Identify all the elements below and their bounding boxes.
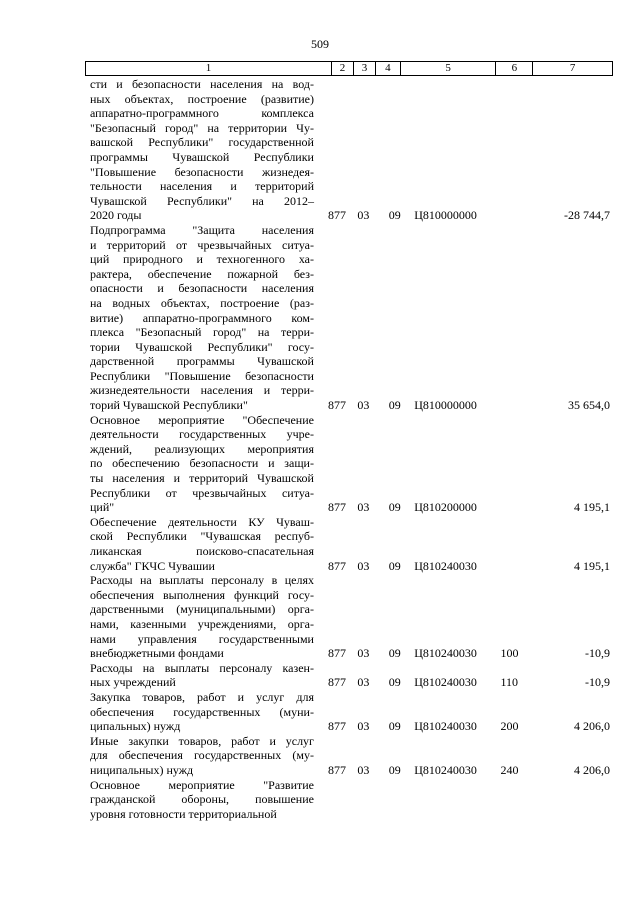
description-line: нами, казенными учреждениями, орга- — [90, 616, 314, 631]
row-description — [90, 734, 314, 778]
code-subsection: 09 — [388, 719, 401, 734]
code-expense-type: 240 — [500, 762, 519, 777]
header-col-7: 7 — [569, 62, 576, 74]
code-section: 03 — [357, 500, 370, 515]
description-line: ской Республики "Чувашская респуб- — [90, 529, 314, 544]
table-row — [90, 661, 610, 690]
amount: -10,9 — [584, 675, 610, 690]
row-description — [90, 661, 314, 690]
description-line: вашской Республики" государственной — [90, 135, 314, 150]
table-row — [90, 223, 610, 413]
row-description — [90, 690, 314, 734]
table-row — [90, 77, 610, 223]
code-section: 03 — [357, 646, 370, 661]
code-admin: 877 — [327, 675, 346, 690]
description-line: Обеспечение деятельности КУ Чуваш- — [90, 514, 314, 529]
description-line: жизнедеятельности населения и терри- — [90, 383, 314, 398]
table-row — [90, 690, 610, 734]
description-line: ликанская поисково-спасательная — [90, 544, 314, 558]
header-col-3: 3 — [354, 62, 376, 75]
code-target: Ц810240030 — [414, 762, 477, 777]
description-line: ниципальных) нужд — [90, 762, 194, 777]
table-body — [90, 77, 610, 821]
page-number: 509 — [311, 37, 329, 51]
description-line: аппаратно-программного комплекса — [90, 106, 314, 121]
row-description — [90, 778, 314, 822]
code-subsection: 09 — [388, 208, 401, 223]
header-col-6: 6 — [496, 62, 533, 75]
description-line: плекса "Безопасный город" на терри- — [90, 325, 314, 340]
description-line: и территорий от чрезвычайных ситуа- — [90, 237, 314, 252]
description-line: служба" ГКЧС Чувашии — [90, 558, 215, 573]
description-line: Расходы на выплаты персоналу в целях — [90, 573, 314, 588]
code-subsection: 09 — [388, 558, 401, 573]
code-admin: 877 — [327, 208, 346, 223]
code-section: 03 — [357, 398, 370, 413]
description-line: Чувашской Республики" на 2012– — [90, 193, 314, 208]
description-line: 2020 годы — [90, 208, 142, 223]
code-section: 03 — [357, 675, 370, 690]
table-row — [90, 778, 610, 822]
code-section: 03 — [357, 558, 370, 573]
description-line: "Безопасный город" на территории Чу- — [90, 120, 314, 135]
description-line: ных учреждений — [90, 675, 176, 690]
row-description — [90, 77, 314, 223]
description-line: для обеспечения государственных (му- — [90, 748, 314, 763]
description-line: Расходы на выплаты персоналу казен- — [90, 660, 314, 675]
amount: -10,9 — [584, 646, 610, 661]
description-line: рактера, обеспечение пожарной без- — [90, 266, 314, 281]
code-target: Ц810240030 — [414, 558, 477, 573]
description-line: ждений, реализующих мероприятия — [90, 441, 314, 456]
description-line: по обеспечению безопасности и защи- — [90, 456, 314, 471]
description-line: Основное мероприятие "Развитие — [90, 777, 314, 792]
code-section: 03 — [357, 762, 370, 777]
description-line: обеспечения выполнения функций госу- — [90, 587, 314, 602]
description-line: тельности населения и территорий — [90, 179, 314, 194]
code-section: 03 — [357, 719, 370, 734]
table-row — [90, 413, 610, 515]
description-line: гражданской обороны, повышение — [90, 792, 314, 807]
code-expense-type: 110 — [500, 675, 518, 690]
row-description — [90, 573, 314, 661]
header-col-1: 1 — [86, 62, 332, 75]
description-line: деятельности государственных учре- — [90, 427, 314, 442]
row-description — [90, 223, 314, 413]
description-line: ных объектах, построение (развитие) — [90, 91, 314, 106]
code-subsection: 09 — [388, 646, 401, 661]
description-line: витие) аппаратно-программного ком- — [90, 310, 314, 325]
description-line: на водных объектах, построение (раз- — [90, 295, 314, 310]
table-row — [90, 573, 610, 661]
code-admin: 877 — [327, 646, 346, 661]
description-line: дарственными (муниципальными) орга- — [90, 602, 314, 617]
amount: 4 195,1 — [573, 500, 610, 515]
table-row — [90, 515, 610, 573]
description-line: ций" — [90, 500, 115, 515]
description-line: "Повышение безопасности жизнедея- — [90, 164, 314, 179]
description-line: ций природного и техногенного ха- — [90, 252, 314, 267]
description-line: внебюджетными фондами — [90, 646, 224, 661]
description-line: тории Чувашской Республики" госу- — [90, 339, 314, 354]
description-line: торий Чувашской Республики" — [90, 398, 248, 413]
header-col-4: 4 — [376, 62, 401, 75]
row-description — [90, 515, 314, 573]
code-subsection: 09 — [388, 762, 401, 777]
description-line: Подпрограмма "Защита населения — [90, 222, 314, 237]
description-line: ципальных) нужд — [90, 719, 181, 734]
amount: 4 206,0 — [573, 762, 610, 777]
code-target: Ц810000000 — [414, 398, 477, 413]
description-line: ты населения и территорий Чувашской — [90, 471, 314, 486]
code-section: 03 — [357, 208, 370, 223]
code-admin: 877 — [327, 762, 346, 777]
description-line: обеспечения государственных (муни- — [90, 704, 314, 719]
code-target: Ц810240030 — [414, 675, 477, 690]
code-admin: 877 — [327, 500, 346, 515]
code-expense-type: 200 — [500, 719, 519, 734]
description-line: Республики "Повышение безопасности — [90, 368, 314, 383]
table-row — [90, 734, 610, 778]
code-subsection: 09 — [388, 398, 401, 413]
description-line: сти и безопасности населения на вод- — [90, 77, 314, 91]
description-line: дарственной программы Чувашской — [90, 354, 314, 369]
code-subsection: 09 — [388, 500, 401, 515]
code-target: Ц810240030 — [414, 719, 477, 734]
description-line: Основное мероприятие "Обеспечение — [90, 412, 314, 427]
header-col-5: 5 — [401, 62, 497, 75]
code-target: Ц810240030 — [414, 646, 477, 661]
description-line: нами управления государственными — [90, 631, 314, 646]
code-subsection: 09 — [388, 675, 401, 690]
row-description — [90, 413, 314, 515]
header-col-2: 2 — [332, 62, 354, 75]
table-header — [85, 61, 613, 76]
amount: -28 744,7 — [563, 208, 610, 223]
description-line: Республики от чрезвычайных ситуа- — [90, 485, 314, 500]
code-expense-type: 100 — [500, 646, 519, 661]
description-line: опасности и безопасности населения — [90, 281, 314, 296]
description-line: уровня готовности территориальной — [90, 806, 277, 821]
amount: 4 195,1 — [573, 558, 610, 573]
amount: 35 654,0 — [567, 398, 610, 413]
code-admin: 877 — [327, 719, 346, 734]
description-line: Иные закупки товаров, работ и услуг — [90, 733, 314, 748]
code-target: Ц810000000 — [414, 208, 477, 223]
code-admin: 877 — [327, 558, 346, 573]
description-line: программы Чувашской Республики — [90, 149, 314, 164]
description-line: Закупка товаров, работ и услуг для — [90, 689, 314, 704]
code-admin: 877 — [327, 398, 346, 413]
code-target: Ц810200000 — [414, 500, 477, 515]
amount: 4 206,0 — [573, 719, 610, 734]
